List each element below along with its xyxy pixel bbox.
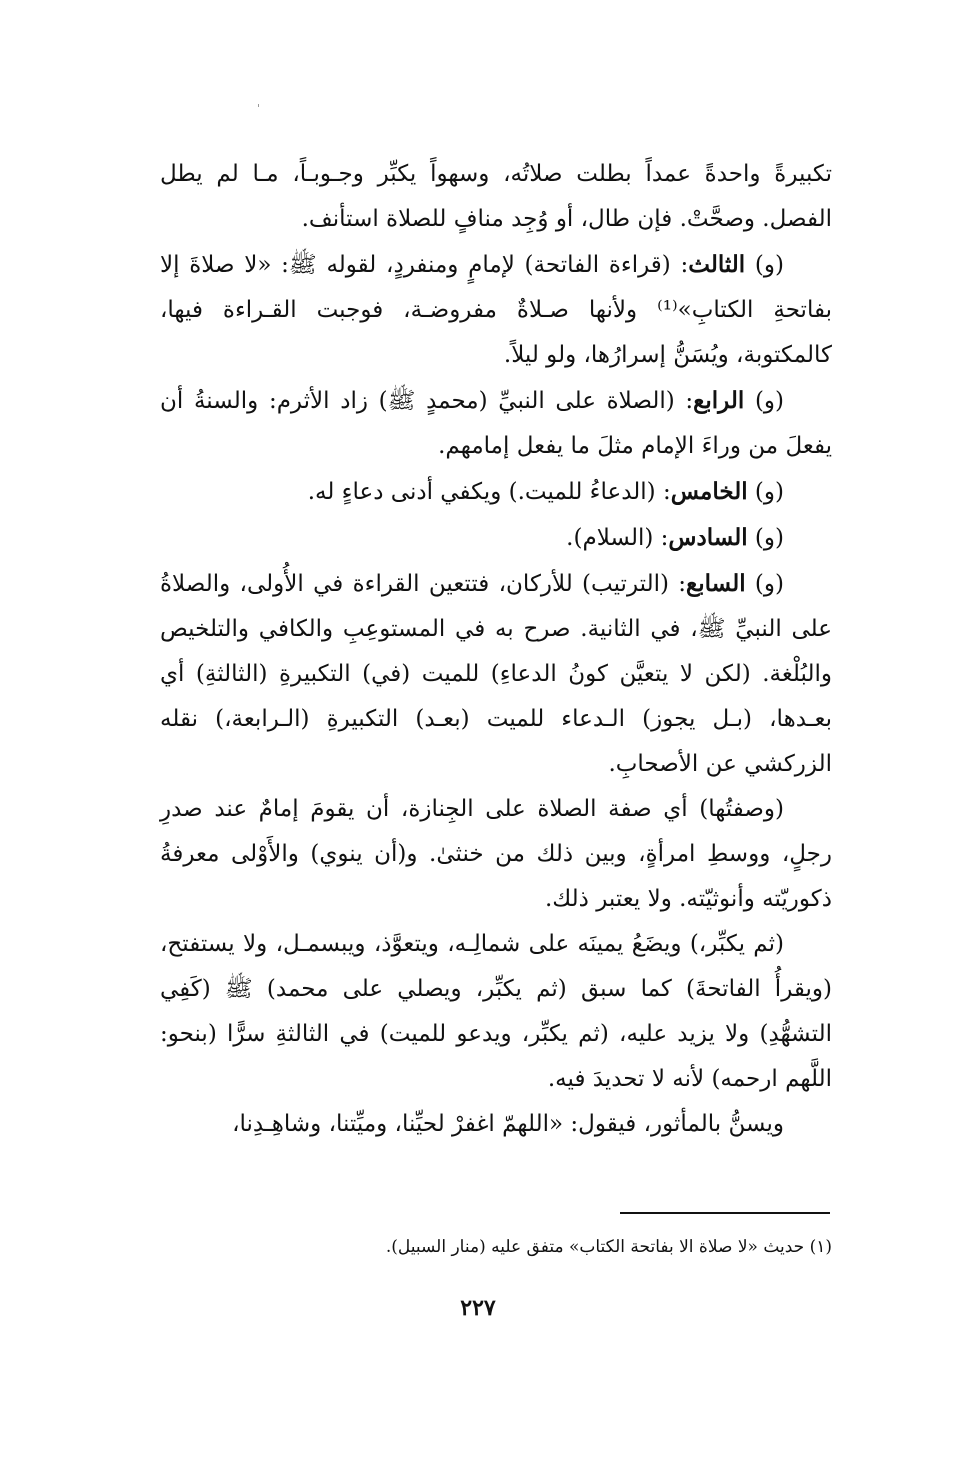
paragraph-text: (وصفتُها) أي صفة الصلاة على الجِنازة، أن يقومَ إمامٌ عند صدرِ رجلٍ، ووسطِ امرأةٍ، وبين ذلك من خنثىٰ. و(أن ينوي) والأَوْلى معرفةُ ذكوريّته وأنوثيّته. ولا يعتبر ذلك.: [160, 796, 832, 912]
paragraph-keyword: السابع: [686, 570, 746, 597]
paragraph-prefix: (و): [744, 388, 785, 414]
paragraph-text: ويسنُّ بالمأثور، فيقول: «اللهمّ اغفرْ لحيِّنا، وميِّتنا، وشاهِـدِنا،: [232, 1111, 784, 1137]
scan-speck: [258, 104, 259, 107]
paragraph-text: : (الدعاءُ للميت.) ويكفي أدنى دعاءٍ له.: [307, 479, 671, 505]
paragraph-supplication: [160, 1102, 832, 1147]
paragraph-text: : (قراءة الفاتحة) لإمامٍ ومنفردٍ، لقوله ﷺ: «لا صلاةَ إلا بفاتحةِ الكتابِ»⁽¹⁾ ولأنها صـلاةٌ مفروضـة، فوجبت القـراءة فيها، كالمكتوبة، ويُسَنُّ إسرارُها، ولو ليلاً.: [160, 252, 833, 368]
body-text: [160, 152, 832, 1147]
paragraph-keyword: السادس: [668, 524, 748, 551]
paragraph-prefix: (و): [745, 252, 784, 278]
footnote-separator: [620, 1212, 830, 1214]
paragraph-text: : (الصلاة على النبيِّ (محمدٍ ﷺ) زاد الأثرم: والسنةُ أن يفعلَ من وراءَ الإمام مثلَ ما يفعل إمامهم.: [160, 388, 832, 459]
page-number: ٢٢٧: [460, 1295, 496, 1321]
paragraph-keyword: الرابع: [693, 387, 745, 414]
paragraph-prefix: (و): [747, 525, 784, 551]
paragraph-prefix: (و): [747, 479, 784, 505]
paragraph-text: تكبيرةً واحدةً عمداً بطلت صلاتُه، وسهواً يكبِّر وجـوبـاً، مـا لم يطل الفصل. وصحَّتْ. فإن طال، أو وُجِد منافٍ للصلاة استأنف.: [160, 161, 832, 232]
paragraph-fourth-pillar: [160, 378, 832, 469]
paragraph-text: : (الترتيب) للأركان، فتتعين القراءة في الأُولى، والصلاةُ على النبيِّ ﷺ، في الثانية. صرح به في المستوعِبِ والكافي والتلخيص والبُلْغة. (لكن لا يتعيَّن كونُ الدعاءِ) للميت (في) التكبيرةِ (الثالثةِ) أي بعـدها، (بـل يجوز) الـدعاء للميت (بعـد) التكبيرةِ (الـرابعة،) نقله الزركشي عن الأصحابِ.: [160, 571, 832, 777]
paragraph-procedure: [160, 922, 832, 1102]
paragraph-seventh-pillar: [160, 561, 832, 787]
paragraph-keyword: الثالث: [688, 251, 746, 278]
paragraph-sixth-pillar: [160, 515, 832, 561]
paragraph-description: [160, 787, 832, 922]
paragraph-keyword: الخامس: [670, 478, 748, 505]
paragraph-text: (ثم يكبِّر،) ويضَعُ يمينَه على شمالِـه، ويتعوَّذ، ويبسمـل، ولا يستفتح، (ويقرأُ الفاتحةَ) كما سبق (ثم يكبِّر، ويصلي على محمد) ﷺ (كَفِي التشهُّدِ) ولا يزيد عليه، (ثم يكبِّر، ويدعو للميت) في الثالثةِ سرًّا (بنحو: اللَّهم ارحمه) لأنه لا تحديدَ فيه.: [160, 931, 832, 1092]
paragraph-prefix: (و): [745, 571, 784, 597]
paragraph-text: : (السلام).: [566, 525, 669, 551]
footnote: (١) حديث «لا صلاة الا بفاتحة الكتاب» متفق عليه (منار السبيل).: [385, 1237, 832, 1257]
paragraph-continuation: [160, 152, 832, 242]
paragraph-fifth-pillar: [160, 469, 832, 515]
paragraph-third-pillar: [160, 242, 832, 378]
